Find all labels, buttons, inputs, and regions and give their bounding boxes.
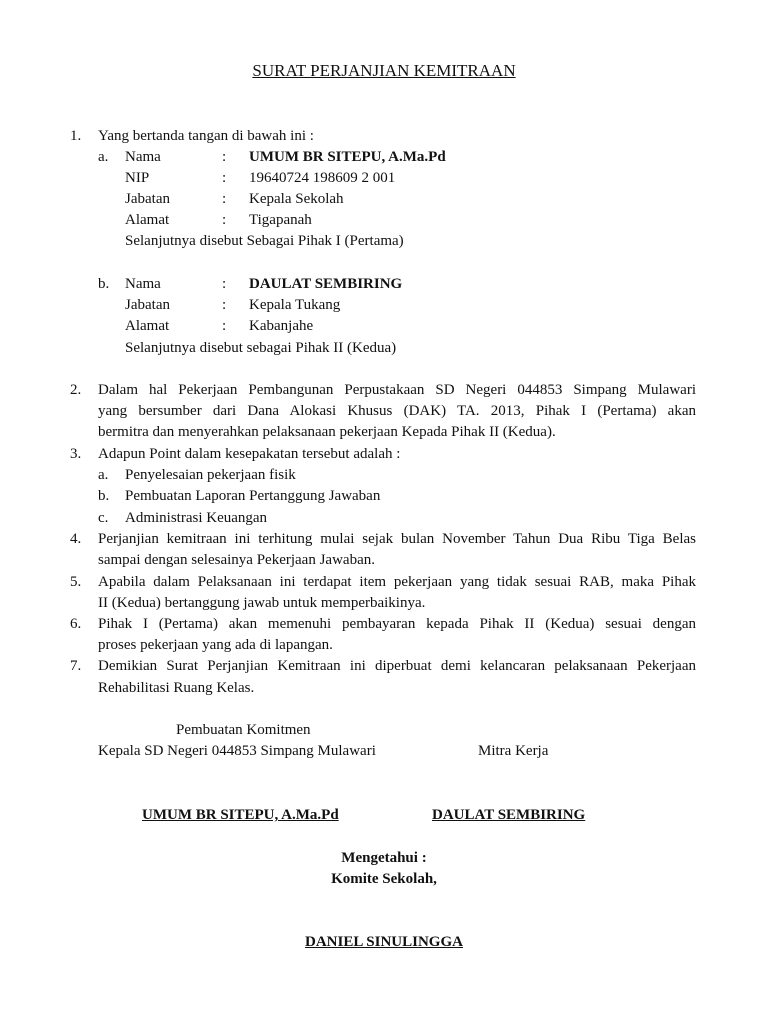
document-title: SURAT PERJANJIAN KEMITRAAN [252, 61, 516, 80]
item-2-line: bermitra dan menyerahkan pelaksanaan pekerjaan Kepada Pihak II (Kedua). [98, 424, 556, 440]
colon: : [222, 212, 227, 228]
item-2-line: yang bersumber dari Dana Alokasi Khusus (DAK) TA. 2013, Pihak I (Pertama) akan [98, 403, 696, 419]
point-letter: c. [98, 510, 109, 526]
party-b-label-nama: Nama [125, 276, 161, 292]
party-b-label-alamat: Alamat [125, 318, 170, 334]
item-number: 7. [70, 658, 82, 674]
point-text: Penyelesaian pekerjaan fisik [125, 467, 296, 483]
item-number: 4. [70, 531, 82, 547]
party-b-label-jabatan: Jabatan [125, 297, 170, 313]
item-5-line: Apabila dalam Pelaksanaan ini terdapat item pekerjaan yang tidak sesuai RAB, maka Pihak [98, 574, 696, 590]
colon: : [222, 191, 227, 207]
party-a-label-nip: NIP [125, 170, 150, 186]
signature-left-name: UMUM BR SITEPU, A.Ma.Pd [142, 807, 339, 823]
item-4-line: sampai dengan selesainya Pekerjaan Jawaban. [98, 552, 375, 568]
signature-right-position: Mitra Kerja [478, 743, 549, 759]
party-a-value-nama: UMUM BR SITEPU, A.Ma.Pd [249, 149, 446, 165]
party-b-letter: b. [98, 276, 110, 292]
party-a-value-alamat: Tigapanah [249, 212, 312, 228]
item-2-line: Dalam hal Pekerjaan Pembangunan Perpustakaan SD Negeri 044853 Simpang Mulawari [98, 382, 696, 398]
item-number: 2. [70, 382, 82, 398]
party-a-letter: a. [98, 149, 109, 165]
committee-name: DANIEL SINULINGGA [305, 934, 463, 950]
party-b-value-alamat: Kabanjahe [249, 318, 314, 334]
party-a-note: Selanjutnya disebut Sebagai Pihak I (Pertama) [125, 233, 404, 249]
item-7-line: Demikian Surat Perjanjian Kemitraan ini diperbuat demi kelancaran pelaksanaan Pekerjaan [98, 658, 696, 674]
point-text: Pembuatan Laporan Pertanggung Jawaban [125, 488, 381, 504]
point-text: Administrasi Keuangan [125, 510, 268, 526]
item-number: 5. [70, 574, 82, 590]
item-6-line: Pihak I (Pertama) akan memenuhi pembayaran kepada Pihak II (Kedua) sesuai dengan [98, 616, 696, 632]
section1-intro: Yang bertanda tangan di bawah ini : [98, 128, 314, 144]
item-7-line: Rehabilitasi Ruang Kelas. [98, 680, 255, 696]
item-number: 3. [70, 446, 82, 462]
party-a-value-nip: 19640724 198609 2 001 [249, 170, 396, 186]
colon: : [222, 170, 227, 186]
party-a-label-jabatan: Jabatan [125, 191, 170, 207]
item-3-line: Adapun Point dalam kesepakatan tersebut adalah : [98, 446, 401, 462]
colon: : [222, 318, 227, 334]
signature-left-title: Pembuatan Komitmen [176, 722, 311, 738]
point-letter: b. [98, 488, 110, 504]
signature-right-name: DAULAT SEMBIRING [432, 807, 586, 823]
colon: : [222, 149, 227, 165]
item-5-line: II (Kedua) bertanggung jawab untuk memperbaikinya. [98, 595, 426, 611]
party-a-label-alamat: Alamat [125, 212, 170, 228]
party-a-value-jabatan: Kepala Sekolah [249, 191, 344, 207]
point-letter: a. [98, 467, 109, 483]
item-number: 1. [70, 128, 82, 144]
signature-left-position: Kepala SD Negeri 044853 Simpang Mulawari [98, 743, 376, 759]
item-4-line: Perjanjian kemitraan ini terhitung mulai sejak bulan November Tahun Dua Ribu Tiga Belas [98, 531, 696, 547]
item-number: 6. [70, 616, 82, 632]
acknowledged-label: Mengetahui : [341, 850, 427, 866]
colon: : [222, 297, 227, 313]
party-b-note: Selanjutnya disebut sebagai Pihak II (Kedua) [125, 340, 397, 356]
colon: : [222, 276, 227, 292]
party-b-value-jabatan: Kepala Tukang [249, 297, 341, 313]
party-a-label-nama: Nama [125, 149, 161, 165]
party-b-value-nama: DAULAT SEMBIRING [249, 276, 403, 292]
committee-label: Komite Sekolah, [331, 871, 437, 887]
item-6-line: proses pekerjaan yang ada di lapangan. [98, 637, 333, 653]
